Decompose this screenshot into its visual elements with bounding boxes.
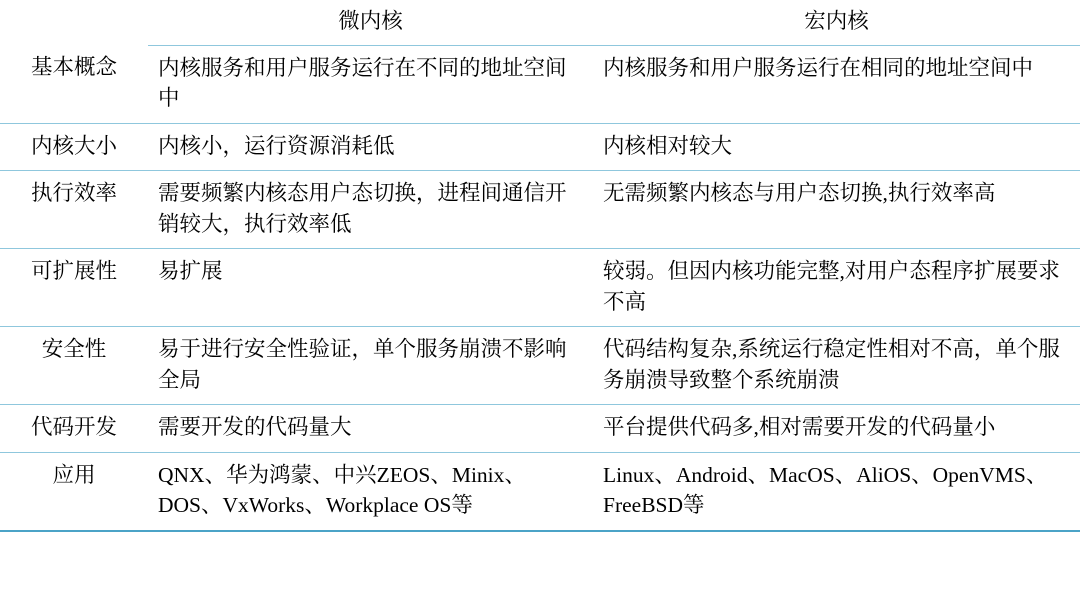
table-row [0, 45, 1080, 123]
row-label-security: 安全性 [0, 327, 148, 405]
cell-microkernel-security: 易于进行安全性验证，单个服务崩溃不影响全局 [148, 327, 593, 405]
cell-monolithic-code-development: 平台提供代码多,相对需要开发的代码量小 [593, 405, 1080, 453]
cell-monolithic-applications: Linux、Android、MacOS、AliOS、OpenVMS、FreeBSD等 [593, 452, 1080, 531]
header-cell-monolithic: 宏内核 [593, 0, 1080, 45]
cell-microkernel-extensibility: 易扩展 [148, 249, 593, 327]
cell-monolithic-execution-efficiency: 无需频繁内核态与用户态切换,执行效率高 [593, 171, 1080, 249]
row-label-basic-concept: 基本概念 [0, 45, 148, 123]
table-row [0, 452, 1080, 531]
table-row [0, 249, 1080, 327]
row-label-execution-efficiency: 执行效率 [0, 171, 148, 249]
table-row [0, 405, 1080, 453]
table-header-row [0, 0, 1080, 45]
table-row [0, 123, 1080, 171]
cell-microkernel-execution-efficiency: 需要频繁内核态用户态切换，进程间通信开销较大，执行效率低 [148, 171, 593, 249]
cell-microkernel-basic-concept: 内核服务和用户服务运行在不同的地址空间中 [148, 45, 593, 123]
header-cell-microkernel: 微内核 [148, 0, 593, 45]
row-label-applications: 应用 [0, 452, 148, 531]
row-label-code-development: 代码开发 [0, 405, 148, 453]
row-label-kernel-size: 内核大小 [0, 123, 148, 171]
cell-microkernel-kernel-size: 内核小，运行资源消耗低 [148, 123, 593, 171]
header-cell-empty [0, 0, 148, 45]
table-row [0, 171, 1080, 249]
cell-monolithic-extensibility: 较弱。但因内核功能完整,对用户态程序扩展要求不高 [593, 249, 1080, 327]
cell-microkernel-code-development: 需要开发的代码量大 [148, 405, 593, 453]
row-label-extensibility: 可扩展性 [0, 249, 148, 327]
cell-microkernel-applications: QNX、华为鸿蒙、中兴ZEOS、Minix、DOS、VxWorks、Workplace OS等 [148, 452, 593, 531]
table-row [0, 327, 1080, 405]
cell-monolithic-kernel-size: 内核相对较大 [593, 123, 1080, 171]
cell-monolithic-basic-concept: 内核服务和用户服务运行在相同的地址空间中 [593, 45, 1080, 123]
cell-monolithic-security: 代码结构复杂,系统运行稳定性相对不高，单个服务崩溃导致整个系统崩溃 [593, 327, 1080, 405]
